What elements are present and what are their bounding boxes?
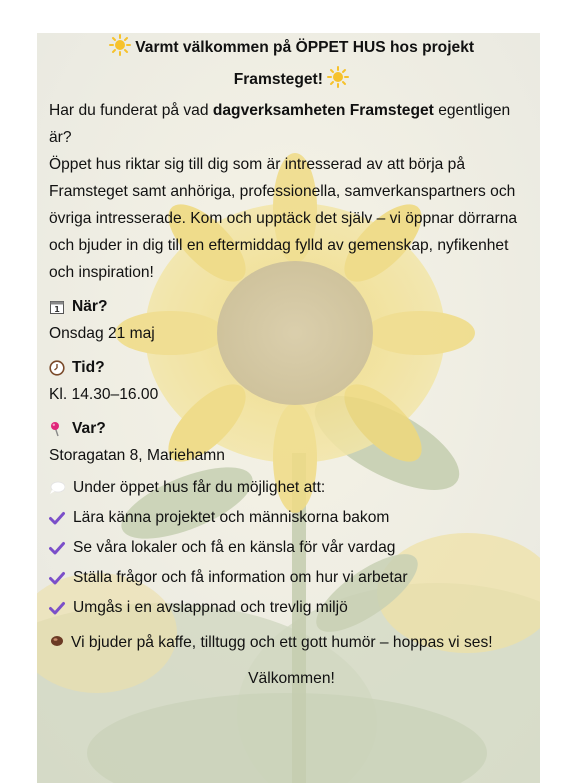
offer-intro-row	[49, 473, 534, 503]
invitation-card	[37, 33, 540, 783]
time-value: Kl. 14.30–16.00	[49, 386, 159, 403]
speech-bubble-icon	[49, 480, 65, 496]
invitation-content	[49, 33, 534, 692]
check-mark-icon	[49, 510, 65, 526]
when-value: Onsdag 21 maj	[49, 325, 155, 342]
pin-icon	[49, 421, 65, 437]
offer-item	[49, 503, 534, 533]
intro-bold-text: dagverksamheten Framsteget	[212, 102, 434, 119]
where-heading	[49, 415, 534, 442]
offer-item-text: Se våra lokaler och få en känsla för vår vardag	[73, 539, 396, 556]
title-line-2: Framsteget!	[233, 71, 323, 88]
clock-icon	[49, 360, 65, 376]
offer-item-text: Lära känna projektet och människorna bakom	[73, 509, 390, 526]
sun-icon	[109, 34, 131, 56]
offer-item-text: Ställa frågor och få information om hur vi arbetar	[73, 569, 408, 586]
offer-intro-text: Under öppet hus får du möjlighet att:	[73, 479, 326, 496]
offer-item	[49, 533, 534, 563]
page-title	[49, 33, 534, 96]
check-mark-icon	[49, 570, 65, 586]
intro-body-text: Öppet hus riktar sig till dig som är intresserad av att börja på Framsteget samt anhöriga, professionella, samverkanspartners och övriga intresserade. Kom och upptäck det själv – vi öppnar dörrarna och bjuder in dig till en eftermiddag fylld av gemenskap, nyfikenhet och inspiration!	[49, 156, 518, 281]
calendar-icon	[49, 299, 65, 315]
sun-icon	[327, 66, 349, 88]
check-mark-icon	[49, 600, 65, 616]
closing-text: Välkommen!	[248, 670, 335, 687]
when-heading	[49, 293, 534, 320]
intro-paragraph	[49, 97, 534, 286]
coffee-text: Vi bjuder på kaffe, tilltugg och ett gott humör – hoppas vi ses!	[71, 634, 493, 651]
intro-text-1: Har du funderat på vad	[49, 102, 213, 119]
check-mark-icon	[49, 540, 65, 556]
coffee-paragraph	[49, 629, 534, 656]
intro-text-2: egentligen är?	[49, 102, 511, 146]
offer-item-text: Umgås i en avslappnad och trevlig miljö	[73, 599, 348, 616]
where-value: Storagatan 8, Mariehamn	[49, 447, 225, 464]
offer-item	[49, 593, 534, 623]
svg-text:1: 1	[54, 304, 60, 314]
where-label: Var?	[72, 420, 106, 437]
when-label: När?	[72, 298, 108, 315]
offer-item	[49, 563, 534, 593]
time-label: Tid?	[72, 359, 105, 376]
time-heading	[49, 354, 534, 381]
title-line-1: Varmt välkommen på ÖPPET HUS hos projekt	[135, 39, 475, 56]
coffee-bean-icon	[49, 633, 65, 649]
